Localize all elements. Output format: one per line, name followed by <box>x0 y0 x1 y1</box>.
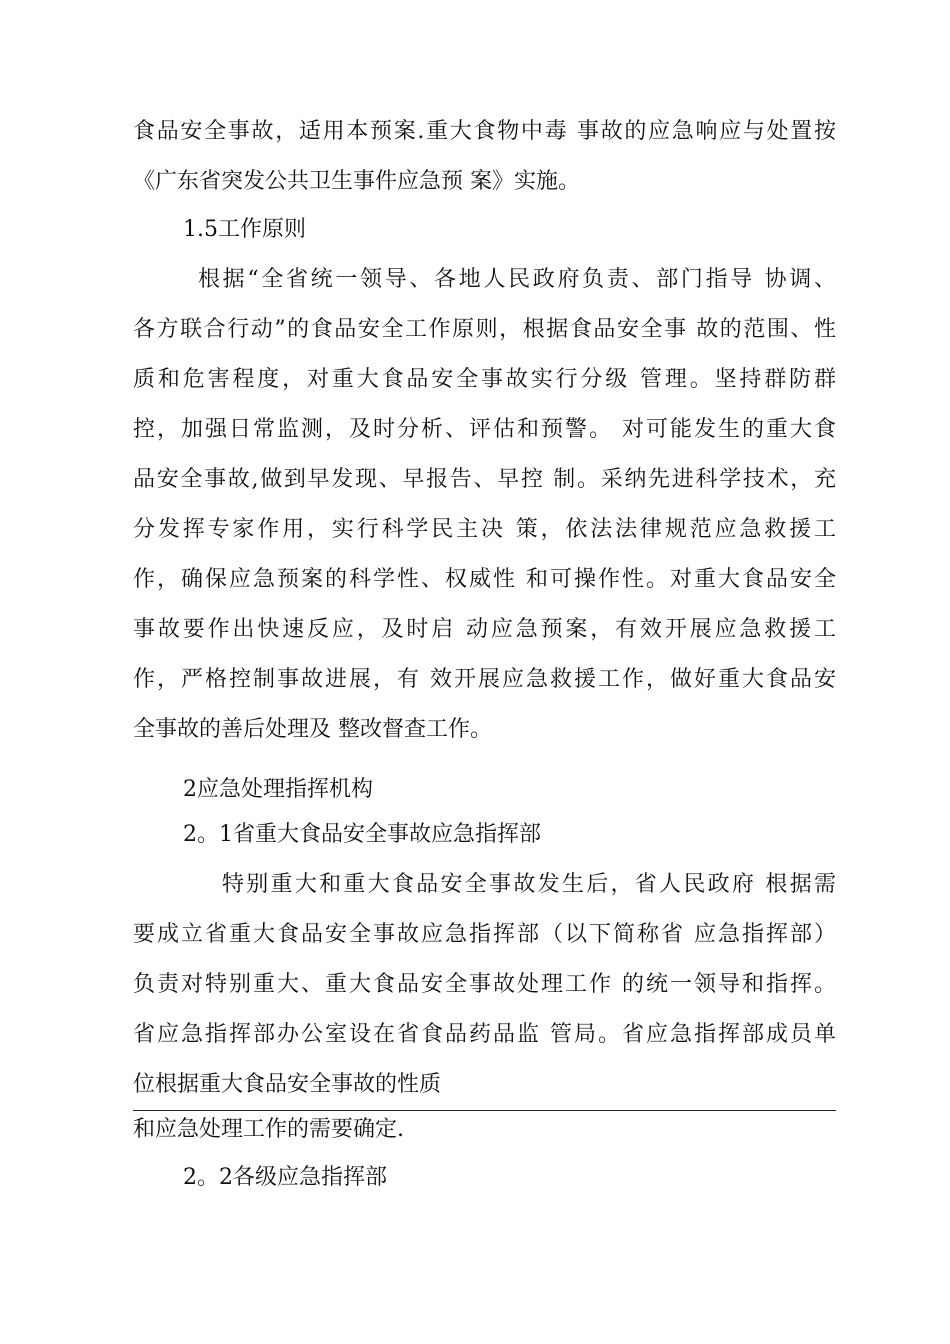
paragraph-3-line-5: 位根据重大食品安全事故的性质 <box>133 1072 442 1097</box>
paragraph-1-line-2: 《广东省突发公共卫生事件应急预 案》实施。 <box>133 169 580 194</box>
paragraph-3-line-4: 省应急指挥部办公室设在省食品药品监 管局。省应急指挥部成员单 <box>133 1022 836 1047</box>
paragraph-2-line-1: 根据“全省统一领导、各地人民政府负责、部门指导 协调、 <box>198 267 836 292</box>
paragraph-2-line-5: 品安全事故,做到早发现、早报告、早控 制。采纳先进科学技术，充 <box>133 467 836 492</box>
paragraph-2-line-2: 各方联合行动”的食品安全工作原则，根据食品安全事 故的范围、性 <box>133 317 836 342</box>
heading-2-2: 2。2各级应急指挥部 <box>183 1165 387 1190</box>
paragraph-2-line-6: 分发挥专家作用，实行科学民主决 策，依法法律规范应急救援工 <box>133 517 836 542</box>
heading-2-1: 2。1省重大食品安全事故应急指挥部 <box>183 822 541 847</box>
paragraph-2-line-7: 作，确保应急预案的科学性、权威性 和可操作性。对重大食品安全 <box>133 567 836 592</box>
paragraph-2-line-9: 作，严格控制事故进展，有 效开展应急救援工作，做好重大食品安 <box>133 667 836 692</box>
heading-1-5: 1.5工作原则 <box>183 217 306 242</box>
heading-2: 2应急处理指挥机构 <box>183 777 373 802</box>
paragraph-2-line-8: 事故要作出快速反应，及时启 动应急预案，有效开展应急救援工 <box>133 617 836 642</box>
horizontal-rule <box>133 1110 836 1111</box>
paragraph-2-line-4: 控，加强日常监测，及时分析、评估和预警。 对可能发生的重大食 <box>133 417 836 442</box>
paragraph-3-line-1: 特别重大和重大食品安全事故发生后，省人民政府 根据需 <box>222 872 836 897</box>
paragraph-1-line-1: 食品安全事故，适用本预案.重大食物中毒 事故的应急响应与处置按 <box>133 119 836 144</box>
paragraph-2-line-10: 全事故的善后处理及 整改督查工作。 <box>133 717 492 742</box>
paragraph-4: 和应急处理工作的需要确定. <box>133 1117 404 1142</box>
paragraph-3-line-2: 要成立省重大食品安全事故应急指挥部（以下简称省 应急指挥部） <box>133 922 836 947</box>
paragraph-3-line-3: 负责对特别重大、重大食品安全事故处理工作 的统一领导和指挥。 <box>133 972 836 997</box>
paragraph-2-line-3: 质和危害程度，对重大食品安全事故实行分级 管理。坚持群防群 <box>133 367 836 392</box>
